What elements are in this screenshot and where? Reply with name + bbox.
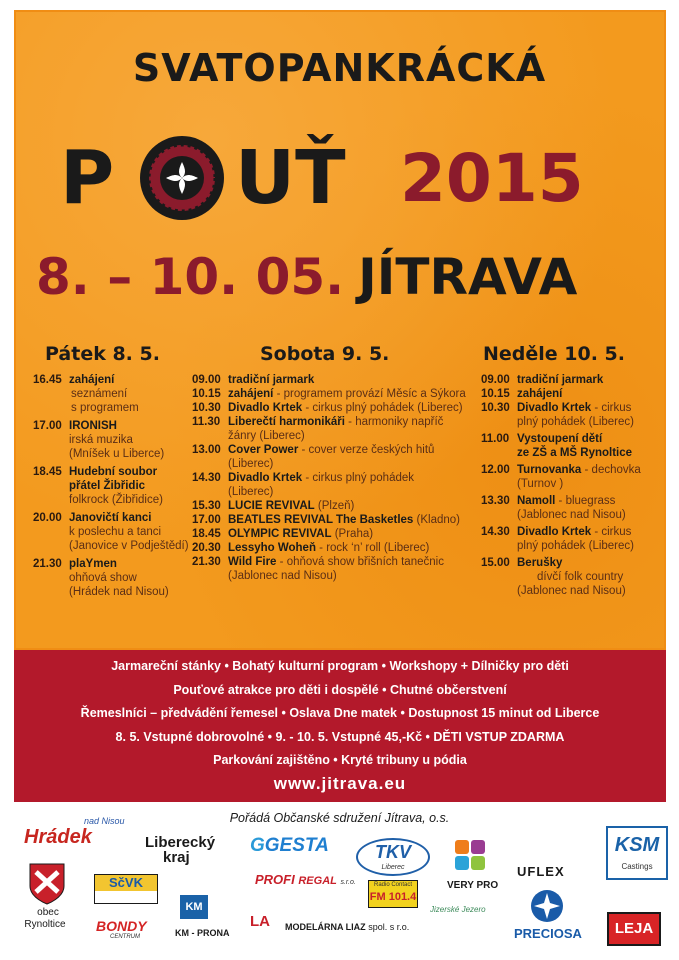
event-detail: (Liberec) [228,486,274,498]
hradek-logo-text: Hrádek [24,826,92,848]
event-time: 13.00 [192,444,221,456]
event-detail: (Jablonec nad Nisou) [517,509,626,521]
saturday-events [192,373,466,583]
event-name: Namoll [517,495,556,507]
event-name: přátel Žibřidic [69,480,146,492]
event-name: IRONISH [69,420,117,432]
list-item [192,527,466,541]
event-time: 11.00 [481,433,510,445]
organizer-note: Pořádá Občanské sdružení Jítrava, o.s. [229,811,450,825]
radio-top: Radio Contact [373,882,413,888]
friday-column [33,343,189,599]
event-time: 21.30 [192,556,221,568]
event-name: Hudební soubor [69,466,158,478]
list-item [192,541,466,555]
event-time: 09.00 [481,374,510,386]
list-item [481,373,641,387]
ksm-text: KSM [614,834,660,856]
sunday-title: Neděle 10. 5. [483,343,625,365]
event-name: Vystoupení dětí [517,433,603,445]
modelarna-sro: spol. s r.o. [368,922,410,932]
modelarna-text: MODELÁRNA LIAZ [285,922,366,932]
list-item [192,373,466,387]
event-time: 10.15 [481,388,510,400]
list-item [192,555,466,583]
event-detail: (Janovice v Podještědí) [69,540,189,552]
event-detail: dívčí folk country [537,571,624,583]
event-detail: (Mníšek u Liberce) [69,448,165,460]
list-item [192,415,466,443]
event-detail: (Kladno) [413,514,461,526]
event-time: 10.15 [192,388,221,400]
info-line: Jarmareční stánky • Bohatý kulturní program • Workshopy + Dílničky pro děti [111,659,569,673]
friday-event [33,465,189,507]
modelarna-logo [285,922,409,932]
list-item [192,387,466,401]
rynoltice-coat-of-arms-icon [28,862,66,906]
event-time: 13.30 [481,495,510,507]
saturday-title: Sobota 9. 5. [260,343,390,365]
event-name: Berušky [517,557,563,569]
event-detail: (Turnov ) [517,478,564,490]
event-name: tradiční jarmark [517,374,604,386]
hradek-logo-sub: nad Nisou [84,816,125,826]
event-name: Divadlo Krtek [517,402,592,414]
event-detail: - cirkus plný pohádek [302,472,415,484]
bondy-sub: CENTRUM [110,934,140,940]
list-item [481,556,641,598]
event-time: 11.30 [192,416,221,428]
event-detail: ohňová show [69,572,137,584]
event-name: Divadlo Krtek [228,472,303,484]
kraj-text: kraj [163,849,190,866]
friday-event [33,419,189,461]
km-prona-label: KM - PRONA [175,928,230,938]
event-name: Wild Fire [228,556,277,568]
event-detail: - cirkus plný pohádek (Liberec) [302,402,463,414]
event-detail: (Jablonec nad Nisou) [228,570,337,582]
ksm-sub: Castings [621,862,653,871]
event-name: plaYmen [69,558,117,570]
list-item [481,387,641,401]
jizerske-jezero-logo: Jizerské Jezero [430,905,486,914]
decorative-ring-o-icon [136,132,228,224]
bondy-logo [96,918,147,940]
bondy-text: BONDY [96,918,147,934]
sunday-events [481,373,641,598]
event-detail: (Plzeň) [314,500,355,512]
event-detail: - rock ‘n’ roll (Liberec) [315,542,430,554]
event-time: 16.45 [33,374,62,386]
event-detail: - cirkus [591,526,632,538]
friday-title: Pátek 8. 5. [45,343,160,365]
event-time: 15.30 [192,500,221,512]
event-detail: folkrock (Žibřidice) [69,494,163,506]
tkv-logo [356,838,430,876]
event-time: 10.30 [481,402,510,414]
regal-text: REGAL [298,875,337,887]
event-detail: irská muzika [69,434,133,446]
verypro-label: VERY PRO [447,880,499,891]
event-detail: plný pohádek (Liberec) [517,540,634,552]
event-name: LUCIE REVIVAL [228,500,315,512]
gesta-logo: GGESTA [250,835,329,856]
list-item [481,432,641,460]
event-detail: - programem provází Měsíc a Sýkora [273,388,466,400]
verypro-icon [451,838,491,878]
event-time: 20.30 [192,542,221,554]
event-name: Divadlo Krtek [517,526,592,538]
event-name: Turnovanka [517,464,582,476]
scvk-text: SčVK [95,875,157,891]
friday-event [33,557,189,599]
tkv-sub: Liberec [381,864,405,871]
saturday-column [192,343,466,583]
liberecky-text: Liberecký [145,834,216,851]
list-item [192,513,466,527]
event-detail: - harmoniky napříč [344,416,444,428]
event-detail: k poslechu a tanci [69,526,162,538]
radio-contact-logo [368,880,418,908]
event-detail: - cover verze českých hitů [298,444,435,456]
list-item [192,499,466,513]
rynoltice-label [24,907,66,931]
event-detail: (Praha) [331,528,374,540]
radio-frequency: FM 101.4 [369,891,417,903]
event-detail: seznámení [71,388,128,400]
preciosa-star-icon [530,889,564,923]
info-line: Řemeslníci – předvádění řemesel • Oslava Dne matek • Dostupnost 15 minut od Liberce [80,706,600,720]
event-time: 09.00 [192,374,221,386]
event-time: 21.30 [33,558,62,570]
event-name: Liberečtí harmonikáři [228,416,345,428]
website-link[interactable]: www.jitrava.eu [273,774,407,793]
event-name: Cover Power [228,444,299,456]
list-item [192,471,466,499]
info-line: Parkování zajištěno • Kryté tribuny u pódia [213,753,467,767]
event-time: 10.30 [192,402,221,414]
preciosa-label: PRECIOSA [514,926,582,941]
event-time: 15.00 [481,557,510,569]
event-name: zahájení [228,388,274,400]
event-detail: - dechovka [581,464,641,476]
regal-sro: s.r.o. [340,879,356,886]
obec-text: obec [37,907,59,918]
place-name: JÍTRAVA [358,248,578,306]
info-line: 8. 5. Vstupné dobrovolné • 9. - 10. 5. Vstupné 45,-Kč • DĚTI VSTUP ZDARMA [115,730,565,744]
event-name: BEATLES REVIVAL The Basketles [228,514,414,526]
event-time: 17.00 [192,514,221,526]
list-item [192,401,466,415]
event-name: zahájení [69,374,115,386]
event-time: 14.30 [192,472,221,484]
liberecky-kraj-logo [145,835,215,865]
profi-text: PROFI [255,872,295,887]
event-detail: (Liberec) [228,458,274,470]
title-line-1: SVATOPANKRÁCKÁ [132,46,547,90]
event-dates [36,248,577,306]
friday-event [33,511,189,553]
event-name: Divadlo Krtek [228,402,303,414]
liaz-icon: LA [250,913,270,930]
event-name: Lessyho Woheň [228,542,316,554]
year: 2015 [400,140,584,217]
event-detail: - cirkus [591,402,632,414]
list-item [481,494,641,522]
list-item [192,443,466,471]
event-time: 12.00 [481,464,510,476]
scvk-logo [94,874,158,904]
event-time: 17.00 [33,420,62,432]
title-letters-ut: UŤ [235,135,346,221]
km-prona-logo: KM [180,895,208,919]
title-letter-p: P [60,135,115,221]
tkv-text: TKV [375,842,411,862]
event-name: Janovičtí kanci [69,512,152,524]
sunday-column [481,343,641,598]
event-name: OLYMPIC REVIVAL [228,528,332,540]
event-time: 14.30 [481,526,510,538]
date-range: 8. – 10. 05. [36,248,345,306]
event-detail: (Jablonec nad Nisou) [517,585,626,597]
event-time: 18.45 [33,466,62,478]
friday-event [33,373,189,415]
event-detail: - bluegrass [555,495,616,507]
event-name: zahájení [517,388,563,400]
hradek-logo [24,816,125,849]
list-item [481,525,641,553]
list-item [481,463,641,491]
info-line: Pouťové atrakce pro děti i dospělé • Chutné občerstvení [173,683,507,697]
event-time: 18.45 [192,528,221,540]
event-detail: plný pohádek (Liberec) [517,416,634,428]
info-band [14,650,666,802]
event-detail: s programem [71,402,139,414]
event-detail: - ohňová show břišních tanečnic [276,556,444,568]
profi-regal-logo [255,872,356,887]
uflex-logo: UFLEX [517,864,565,879]
event-detail: (Hrádek nad Nisou) [69,586,169,598]
gesta-text: GESTA [264,835,329,856]
event-detail: žánry (Liberec) [228,430,305,442]
event-name: tradiční jarmark [228,374,315,386]
event-time: 20.00 [33,512,62,524]
ksm-logo [606,826,668,880]
list-item [481,401,641,429]
event-name: ze ZŠ a MŠ Rynoltice [517,447,633,459]
leja-logo: LEJA [607,912,661,946]
rynoltice-text: Rynoltice [24,919,66,930]
